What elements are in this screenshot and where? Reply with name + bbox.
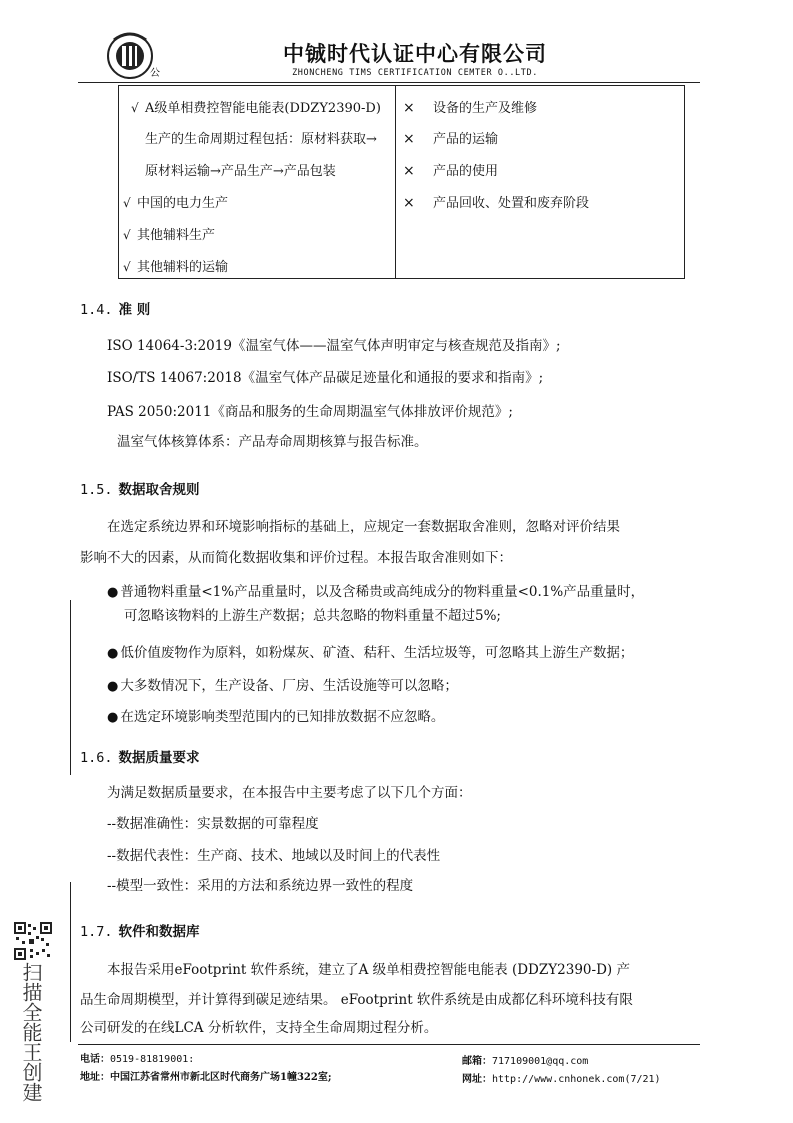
section-heading-1-6: 1.6. 数据质量要求 (80, 750, 200, 766)
scope-left-row: √ 其他辅料生产 (123, 228, 216, 243)
company-name-en: ZHONCHENG TIMS CERTIFICATION CEMTER O..LTD. (292, 68, 538, 78)
list-item: ● 大多数情况下，生产设备、厂房、生活设施等可以忽略； (107, 678, 458, 694)
paragraph-line: 本报告采用eFootprint 软件系统，建立了A 级单相费控智能电能表 (DDZY2390-D) 产 (107, 962, 630, 978)
list-item: ● 低价值废物作为原料，如粉煤灰、矿渣、秸秆、生活垃圾等，可忽略其上游生产数据； (107, 645, 634, 661)
scope-right-row: × 产品的运输 (403, 131, 499, 147)
footer-rule (78, 1044, 700, 1045)
scope-left-row: √ A级单相费控智能电能表(DDZY2390-D) (131, 101, 381, 116)
scope-left-row: √ 其他辅料的运输 (123, 260, 229, 275)
footer-email: 邮箱：717109001@qq.com (462, 1056, 589, 1067)
scanner-watermark-text: 扫描全能王创建 (19, 962, 43, 1102)
scope-right-row: × 产品回收、处置和废弃阶段 (403, 195, 590, 211)
standard-line: ISO 14064-3:2019《温室气体——温室气体声明审定与核查规范及指南》; (107, 338, 561, 354)
company-name: 中铖时代认证中心有限公司 (283, 42, 547, 66)
list-item: --数据代表性：生产商、技术、地域以及时间上的代表性 (107, 848, 441, 864)
section-heading-1-4: 1.4. 准 则 (80, 302, 151, 318)
scope-left-row: 原材料运输→产品生产→产品包装 (145, 164, 336, 179)
footer-phone: 电话：0519-81819001: (80, 1054, 195, 1065)
standard-line: PAS 2050:2011《商品和服务的生命周期温室气体排放评价规范》; (107, 404, 513, 420)
header-rule (78, 82, 700, 83)
qr-code-icon (14, 922, 52, 960)
footer-website: 网址：http://www.cnhonek.com(7/21) (462, 1074, 661, 1085)
standard-line: ISO/TS 14067:2018《温室气体产品碳足迹量化和通报的要求和指南》; (107, 370, 544, 386)
paragraph-line: 在选定系统边界和环境影响指标的基础上，应规定一套数据取舍准则，忽略对评价结果 (107, 519, 620, 535)
list-item: ● 在选定环境影响类型范围内的已知排放数据不应忽略。 (107, 709, 445, 725)
company-logo (100, 28, 170, 80)
list-item-continued: 可忽略该物料的上游生产数据；总共忽略的物料重量不超过5%; (124, 608, 501, 624)
paragraph-line: 品生命周期模型，并计算得到碳足迹结果。 eFootprint 软件系统是由成都亿科环境科技有限 (80, 992, 633, 1008)
scope-right-row: × 设备的生产及维修 (403, 100, 538, 116)
paragraph-line: 为满足数据质量要求，在本报告中主要考虑了以下几个方面： (107, 785, 472, 801)
list-item: --模型一致性：采用的方法和系统边界一致性的程度 (107, 878, 414, 894)
scope-table (118, 85, 685, 279)
paragraph-line: 影响不大的因素，从而简化数据收集和评价过程。本报告取舍准则如下： (80, 550, 512, 566)
list-item: ● 普通物料重量<1%产品重量时，以及含稀贵或高纯成分的物料重量<0.1%产品重量时， (107, 584, 645, 600)
paragraph-line: 公司研发的在线LCA 分析软件，支持全生命周期过程分析。 (80, 1020, 438, 1036)
list-item: --数据准确性：实景数据的可靠程度 (107, 816, 319, 832)
footer-address: 地址：中国江苏省常州市新北区时代商务广场1幢322室; (80, 1072, 332, 1083)
scope-left-row: 生产的生命周期过程包括：原材料获取→ (145, 132, 377, 147)
scope-right-row: × 产品的使用 (403, 163, 499, 179)
section-heading-1-7: 1.7. 软件和数据库 (80, 924, 200, 940)
logo-char: 公 (150, 68, 160, 79)
scope-left-row: √ 中国的电力生产 (123, 196, 229, 211)
margin-line (70, 600, 71, 775)
table-divider (395, 86, 396, 278)
section-heading-1-5: 1.5. 数据取舍规则 (80, 482, 200, 498)
standard-line: 温室气体核算体系：产品寿命周期核算与报告标准。 (117, 434, 428, 450)
margin-line (70, 882, 71, 1042)
